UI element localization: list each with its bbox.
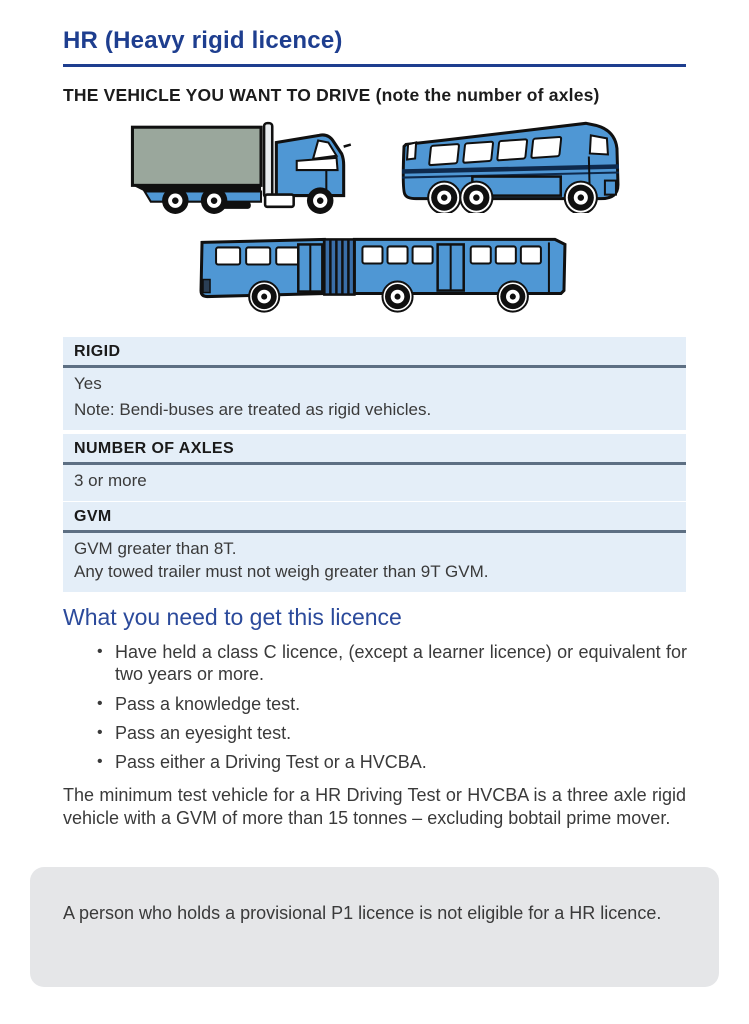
bullet-icon: • (97, 753, 103, 771)
list-item-text: Pass an eyesight test. (115, 723, 292, 744)
list-item (97, 722, 687, 744)
bendi-bus-illustration (192, 230, 578, 313)
info-box-divider (63, 462, 686, 465)
list-item-text: Pass either a Driving Test or a HVCBA. (115, 752, 427, 773)
info-box-line: Yes (74, 373, 102, 393)
info-box-rigid (63, 337, 686, 430)
list-item-text: Pass a knowledge test. (115, 693, 301, 714)
requirements-list (97, 641, 687, 781)
page-title: HR (Heavy rigid licence) (63, 27, 343, 54)
minimum-vehicle-paragraph: The minimum test vehicle for a HR Driving Test or HVCBA is a three axle rigid vehicle with a GVM of more than 15 tonnes – excluding bobtail prime mover. (63, 785, 686, 829)
info-box-line: Any towed trailer must not weigh greater than 9T GVM. (74, 561, 489, 581)
info-box-header: NUMBER OF AXLES (74, 440, 235, 457)
info-box-axles (63, 434, 686, 501)
info-box-line: 3 or more (74, 470, 147, 490)
rigid-truck-illustration (110, 120, 360, 214)
requirements-heading: What you need to get this licence (63, 604, 402, 630)
list-item-text: Have held a class C licence, (except a learner licence) or equivalent for two years or more. (115, 642, 687, 685)
eligibility-note-box (30, 867, 719, 987)
info-box-gvm (63, 502, 686, 592)
info-box-line: Note: Bendi-buses are treated as rigid vehicles. (74, 399, 432, 419)
info-box-header: RIGID (74, 343, 121, 360)
bullet-icon: • (97, 643, 103, 660)
coach-bus-illustration (392, 114, 625, 213)
bullet-icon: • (97, 694, 103, 712)
bullet-icon: • (97, 724, 103, 742)
title-divider (63, 64, 686, 67)
eligibility-note-text: A person who holds a provisional P1 licence is not eligible for a HR licence. (63, 903, 662, 923)
list-item (97, 641, 687, 686)
list-item (97, 693, 687, 715)
info-box-line: GVM greater than 8T. (74, 538, 237, 558)
info-box-divider (63, 365, 686, 368)
section-heading: THE VEHICLE YOU WANT TO DRIVE (note the number of axles) (63, 85, 600, 105)
info-box-header: GVM (74, 508, 112, 525)
info-box-divider (63, 530, 686, 533)
list-item (97, 751, 687, 773)
